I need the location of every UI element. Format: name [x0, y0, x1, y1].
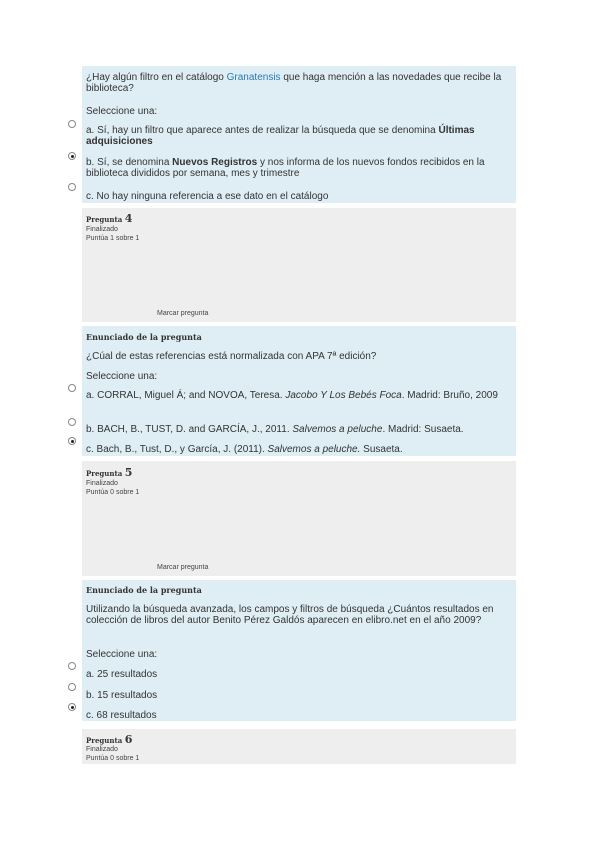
flag-question-4-link[interactable]: Marcar pregunta [157, 310, 209, 317]
question-6-info [82, 729, 516, 764]
option-a-label[interactable]: a. CORRAL, Miguel Á; and NOVOA, Teresa. Jacobo Y Los Bebés Foca. Madrid: Bruño, 2009 [86, 390, 498, 401]
question-5-state: Finalizado [86, 480, 118, 487]
question-5-score: Puntúa 0 sobre 1 [86, 489, 140, 496]
option-b-radio[interactable] [68, 418, 76, 426]
question-4-state: Finalizado [86, 226, 118, 233]
option-b-radio[interactable] [68, 683, 76, 691]
question-6-title: Pregunta 6 [86, 733, 133, 746]
option-b-radio[interactable] [68, 152, 76, 160]
select-one-label: Seleccione una: [86, 371, 158, 382]
question-3-text: ¿Hay algún filtro en el catálogo Granatensis que haga mención a las novedades que recibe la biblioteca? [86, 72, 502, 94]
option-b-label[interactable]: b. 15 resultados [86, 690, 158, 701]
question-4-score: Puntúa 1 sobre 1 [86, 235, 140, 242]
flag-question-5-link[interactable]: Marcar pregunta [157, 564, 209, 571]
option-a-radio[interactable] [68, 662, 76, 670]
select-one-label: Seleccione una: [86, 106, 158, 117]
question-5-statement-heading: Enunciado de la pregunta [86, 585, 202, 595]
question-4-text: ¿Cúal de estas referencias está normalizada con APA 7ª edición? [86, 351, 377, 362]
option-c-label[interactable]: c. Bach, B., Tust, D., y García, J. (2011). Salvemos a peluche. Susaeta. [86, 444, 403, 455]
option-b-label[interactable]: b. Sí, se denomina Nuevos Registros y nos informa de los nuevos fondos recibidos en la biblioteca divididos por semana, mes y trimestre [86, 157, 485, 179]
question-5-info [82, 461, 516, 576]
option-c-label[interactable]: c. 68 resultados [86, 710, 157, 721]
question-4-statement-heading: Enunciado de la pregunta [86, 332, 202, 342]
option-a-label[interactable]: a. Sí, hay un filtro que aparece antes de realizar la búsqueda que se denomina Últimas adquisiciones [86, 125, 475, 147]
option-c-radio[interactable] [68, 703, 76, 711]
question-6-state: Finalizado [86, 746, 118, 753]
option-c-radio[interactable] [68, 183, 76, 191]
question-5-title: Pregunta 5 [86, 466, 133, 479]
option-c-radio[interactable] [68, 437, 76, 445]
question-6-score: Puntúa 0 sobre 1 [86, 755, 140, 762]
question-4-title: Pregunta 4 [86, 212, 133, 225]
question-4-info [82, 208, 516, 322]
granatensis-link[interactable]: Granatensis [226, 72, 281, 83]
option-a-radio[interactable] [68, 384, 76, 392]
select-one-label: Seleccione una: [86, 649, 158, 660]
option-c-label[interactable]: c. No hay ninguna referencia a ese dato en el catálogo [86, 191, 329, 202]
question-5-text: Utilizando la búsqueda avanzada, los campos y filtros de búsqueda ¿Cuántos resultados en colección de libros del autor Benito Pérez Galdós aparecen en elibro.net en el año 2009? [86, 604, 494, 626]
option-b-label[interactable]: b. BACH, B., TUST, D. and GARCÍA, J., 2011. Salvemos a peluche. Madrid: Susaeta. [86, 424, 464, 435]
option-a-label[interactable]: a. 25 resultados [86, 669, 158, 680]
option-a-radio[interactable] [68, 120, 76, 128]
